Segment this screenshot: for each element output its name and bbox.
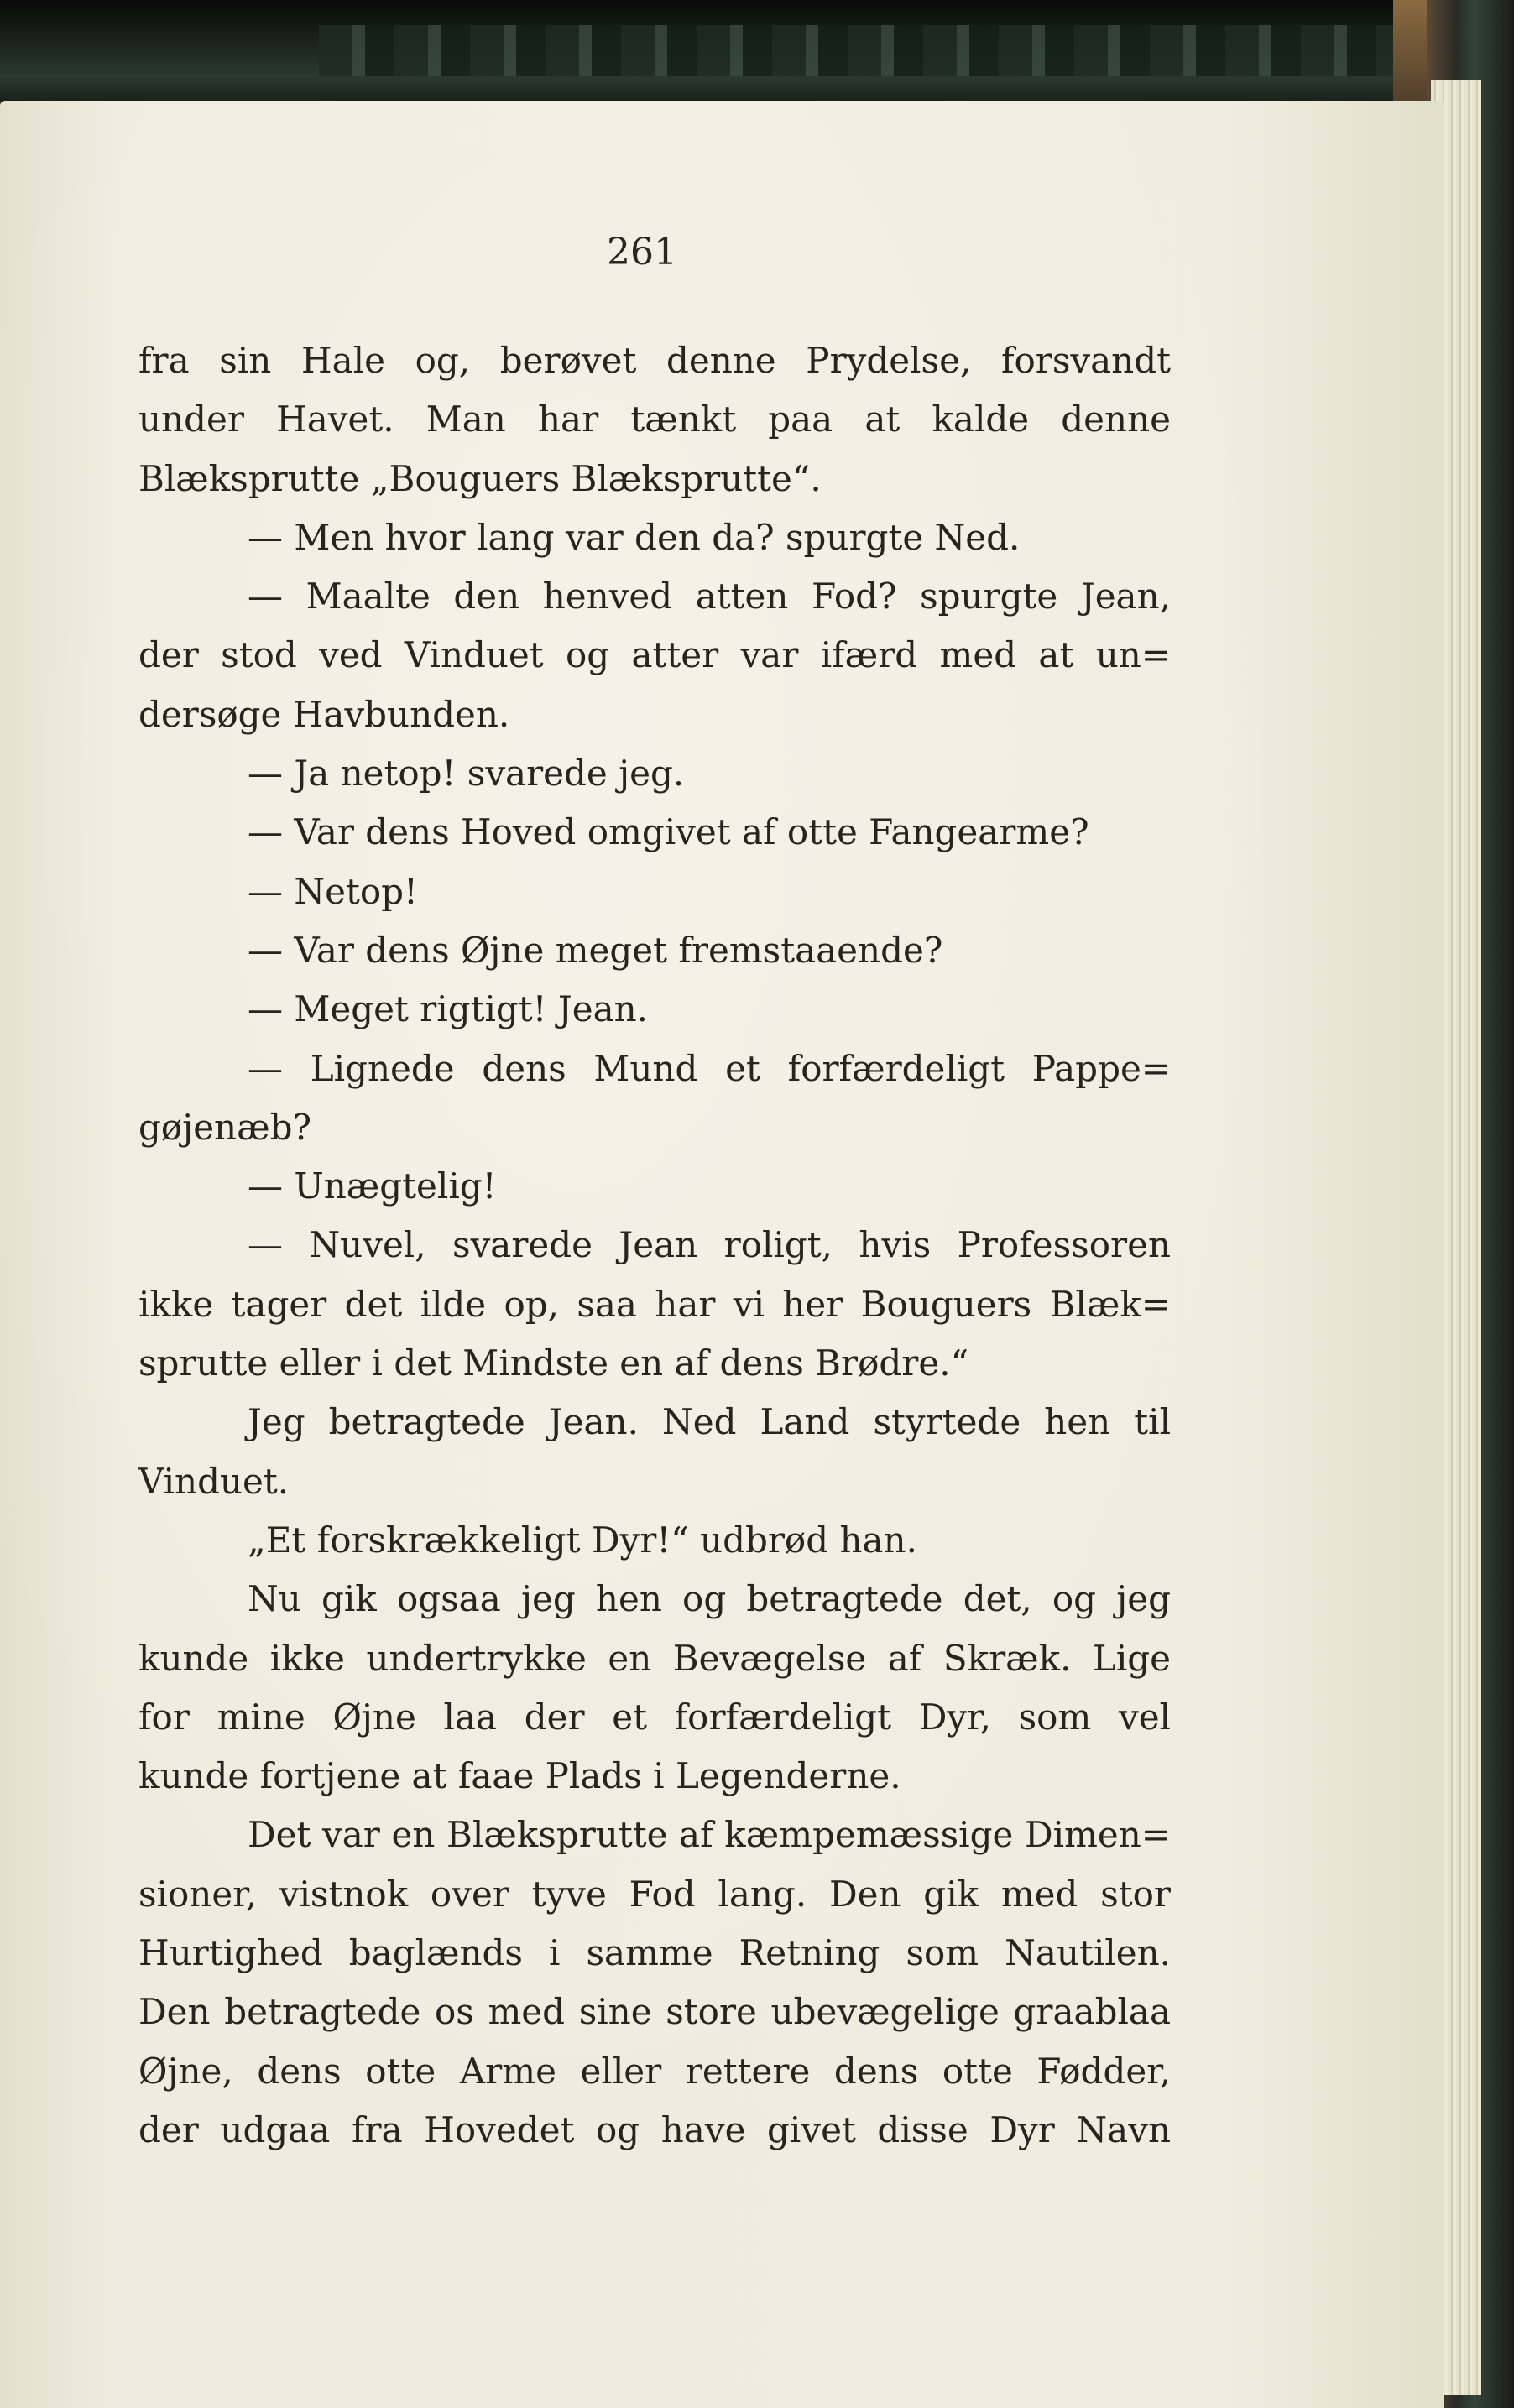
text-line: — Nuvel, svarede Jean roligt, hvis Professoren [248,1224,1171,1266]
text-line: — Meget rigtigt! Jean. [248,988,649,1030]
text-line: Blæksprutte „Bouguers Blæksprutte“. [138,457,822,499]
text-line: Det var en Blæksprutte af kæmpemæssige Dimen= [248,1814,1171,1856]
text-line: ikke tager det ilde op, saa har vi her Bouguers Blæk= [138,1283,1171,1325]
text-line: Øjne, dens otte Arme eller rettere dens otte Fødder, [138,2050,1171,2092]
text-line: sioner, vistnok over tyve Fod lang. Den gik med stor [138,1873,1171,1915]
text-line: Den betragtede os med sine store ubevægelige graablaa [138,1991,1171,2033]
text-line: — Maalte den henved atten Fod? spurgte Jean, [248,576,1171,618]
text-line: — Lignede dens Mund et forfærdeligt Pappe= [248,1047,1171,1089]
text-line: Jeg betragtede Jean. Ned Land styrtede hen til [248,1401,1171,1443]
text-line: dersøge Havbunden. [138,693,510,735]
text-line: Hurtighed baglænds i samme Retning som Nautilen. [138,1932,1171,1974]
text-line: — Var dens Hoved omgivet af otte Fangearme? [248,811,1089,853]
text-line: — Unægtelig! [248,1165,497,1207]
text-line: fra sin Hale og, berøvet denne Prydelse, forsvandt [138,340,1171,381]
text-line: der udgaa fra Hovedet og have givet disse Dyr Navn [138,2108,1171,2150]
text-line: — Netop! [248,870,418,912]
text-line: gøjenæb? [138,1106,311,1148]
text-line: sprutte eller i det Mindste en af dens Brødre.“ [138,1342,969,1384]
text-line: — Men hvor lang var den da? spurgte Ned. [248,516,1021,558]
text-line: — Ja netop! svarede jeg. [248,753,685,795]
body-text [138,331,1171,2160]
text-line: Nu gik ogsaa jeg hen og betragtede det, og jeg [248,1578,1171,1620]
text-line: — Var dens Øjne meget fremstaaende? [248,929,943,971]
text-line: kunde ikke undertrykke en Bevægelse af Skræk. Lige [138,1637,1171,1679]
text-line: under Havet. Man har tænkt paa at kalde denne [138,399,1171,440]
text-line: for mine Øjne laa der et forfærdeligt Dyr, som vel [138,1696,1171,1738]
text-line: Vinduet. [138,1460,290,1502]
text-line: „Et forskrækkeligt Dyr!“ udbrød han. [248,1519,917,1561]
text-line: kunde fortjene at faae Plads i Legenderne. [138,1755,901,1797]
book-page [0,101,1444,2408]
text-line: der stod ved Vinduet og atter var ifærd med at un= [138,634,1171,676]
page-number: 261 [607,231,677,274]
cover-pattern [319,25,1452,76]
